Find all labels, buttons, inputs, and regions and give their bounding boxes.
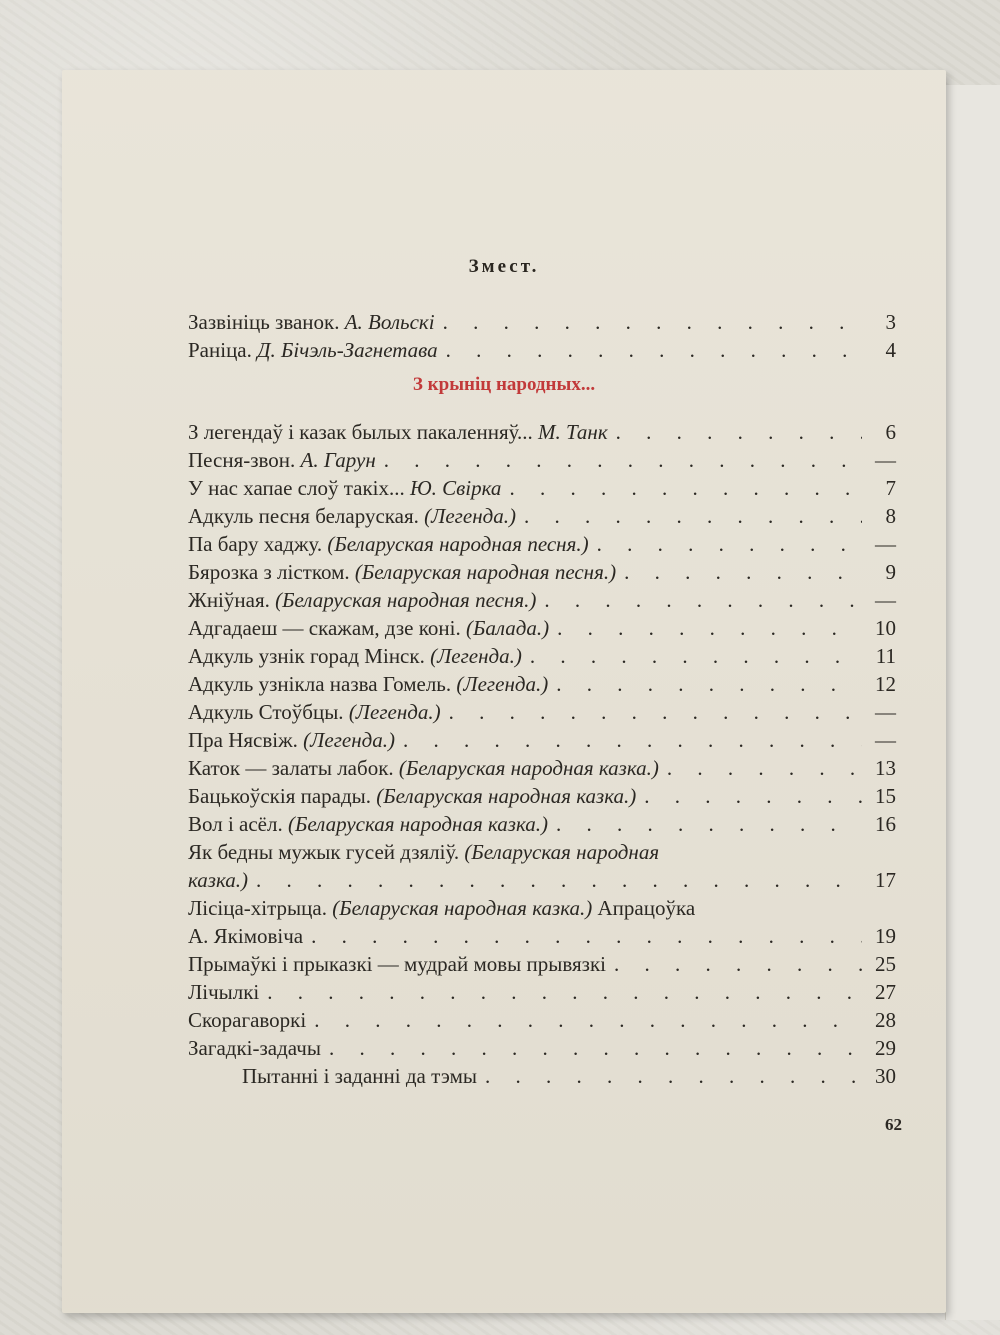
page-ref: 10 xyxy=(875,616,896,640)
page-ref: 29 xyxy=(875,1036,896,1060)
toc-entry: Загадкі-задачы . . . 29 xyxy=(188,1036,896,1064)
toc-entry: Пытанні і заданні да тэмы . . . 30 xyxy=(242,1064,896,1092)
page-ref: 17 xyxy=(875,868,896,892)
toc-entry: Пра Нясвіж. (Легенда.) . . . — xyxy=(188,728,896,756)
toc-entry: казка.) . . . 17 xyxy=(188,868,896,896)
page-ref: 27 xyxy=(875,980,896,1004)
toc-entry: Каток — залаты лабок. (Беларуская народная казка.) . . . 13 xyxy=(188,756,896,784)
toc-entry: Скорагаворкі . . . 28 xyxy=(188,1008,896,1036)
page-ref: 19 xyxy=(875,924,896,948)
toc-entry: Раніца. Д. Бічэль-Загнетава . . . 4 xyxy=(188,338,896,366)
page-ref: — xyxy=(875,448,896,472)
page-ref: 15 xyxy=(875,784,896,808)
toc-entry: Прымаўкі і прыказкі — мудрай мовы прывязкі . . . 25 xyxy=(188,952,896,980)
toc-entry: З легендаў і казак былых пакаленняў... М. Танк . . . 6 xyxy=(188,420,896,448)
page-ref: — xyxy=(875,700,896,724)
page-ref: 13 xyxy=(875,756,896,780)
toc-entry: Адкуль узнік горад Мінск. (Легенда.) . . . 11 xyxy=(188,644,896,672)
toc-entry-first-line: Лісіца-хітрыца. (Беларуская народная казка.) Апрацоўка xyxy=(188,896,696,920)
page-ref: 8 xyxy=(885,504,896,528)
toc-entry: Адгадаеш — скажам, дзе коні. (Балада.) . . . 10 xyxy=(188,616,896,644)
toc-entry: Адкуль песня беларуская. (Легенда.) . . . 8 xyxy=(188,504,896,532)
page-ref: 28 xyxy=(875,1008,896,1032)
toc-entry: Вол і асёл. (Беларуская народная казка.) . . . 16 xyxy=(188,812,896,840)
page-ref: 12 xyxy=(875,672,896,696)
toc-entry: Бацькоўскія парады. (Беларуская народная казка.) . . . 15 xyxy=(188,784,896,812)
toc-heading: Змест. xyxy=(468,256,540,277)
page-ref: 9 xyxy=(885,560,896,584)
toc-entry: Адкуль узнікла назва Гомель. (Легенда.) . . . 12 xyxy=(188,672,896,700)
toc-entry: У нас хапае слоў такіх... Ю. Свірка . . . 7 xyxy=(188,476,896,504)
page-ref: 16 xyxy=(875,812,896,836)
toc-entry: А. Якімовіча . . . 19 xyxy=(188,924,896,952)
section-title: З крыніц народных... xyxy=(412,374,596,395)
page-ref: — xyxy=(875,532,896,556)
toc-entry: Лічылкі . . . 27 xyxy=(188,980,896,1008)
toc-entry: Адкуль Стоўбцы. (Легенда.) . . . — xyxy=(188,700,896,728)
book-page xyxy=(62,70,946,1313)
page-ref: 7 xyxy=(885,476,896,500)
page-ref: 25 xyxy=(875,952,896,976)
page-ref: — xyxy=(875,728,896,752)
table-of-contents xyxy=(62,70,946,1313)
page-number: 62 xyxy=(885,1115,902,1134)
toc-entry: Па бару хаджу. (Беларуская народная песня.) . . . — xyxy=(188,532,896,560)
toc-entry-first-line: Як бедны мужык гусей дзяліў. (Беларуская народная xyxy=(188,840,660,864)
page-ref: 11 xyxy=(875,644,896,668)
toc-entry: Бярозка з лістком. (Беларуская народная песня.) . . . 9 xyxy=(188,560,896,588)
toc-entry: Зазвініць званок. А. Вольскі . . . 3 xyxy=(188,310,896,338)
adjacent-page-edge xyxy=(945,85,1000,1320)
toc-entry: Песня-звон. А. Гарун . . . — xyxy=(188,448,896,476)
page-ref: 30 xyxy=(875,1064,896,1088)
page-ref: 3 xyxy=(885,310,896,334)
page-ref: — xyxy=(875,588,896,612)
page-ref: 4 xyxy=(885,338,896,362)
toc-entry: Жніўная. (Беларуская народная песня.) . . . — xyxy=(188,588,896,616)
page-ref: 6 xyxy=(885,420,896,444)
